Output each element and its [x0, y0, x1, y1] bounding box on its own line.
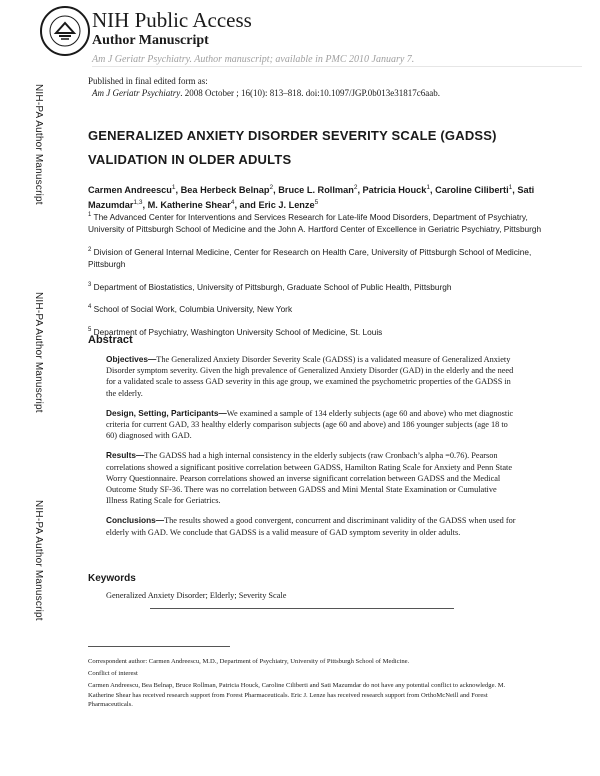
- keywords-text: Generalized Anxiety Disorder; Elderly; Severity Scale: [106, 591, 287, 600]
- affiliation-number: 3: [88, 281, 92, 288]
- author-affiliation-mark: 1: [508, 184, 513, 191]
- citation-details: . 2008 October ; 16(10): 813–818. doi:10.1097/JGP.0b013e31817c6aab.: [180, 88, 440, 98]
- author-affiliation-mark: 2: [353, 184, 358, 191]
- affiliation-number: 4: [88, 304, 92, 311]
- author-affiliation-mark: 1: [171, 184, 176, 191]
- published-label: Published in final edited form as:: [88, 76, 208, 86]
- affiliation-text: The Advanced Center for Interventions and Services Research for Late-life Mood Disorders, Department of Psychiatry, University of Pittsburgh School of Medicine and the John A. Hartford Center of Excellence in Geriatric Psychiatry, Pittsburgh: [88, 211, 542, 234]
- author-separator: ,: [142, 199, 148, 210]
- author-separator: ,: [512, 185, 518, 196]
- author-name: Patricia Houck: [362, 185, 427, 196]
- sidebar-label-bottom: NIH-PA Author Manuscript: [33, 500, 44, 621]
- footnote-item: Correspondent author: Carmen Andreescu, M.D., Department of Psychiatry, University of Pittsburgh School of Medicine.: [88, 658, 410, 665]
- sidebar-label-middle: NIH-PA Author Manuscript: [33, 292, 44, 413]
- affiliation-text: School of Social Work, Columbia University, New York: [93, 304, 293, 315]
- author-name: Eric J. Lenze: [258, 199, 315, 210]
- affiliation-number: 2: [88, 246, 92, 253]
- sidebar-label-top: NIH-PA Author Manuscript: [33, 84, 44, 205]
- title-line-2: VALIDATION IN OLDER ADULTS: [88, 152, 292, 167]
- abstract-section-text: The Generalized Anxiety Disorder Severity Scale (GADSS) is a validated measure of Generalized Anxiety Disorder symptom severity. Given the high prevalence of Generalized Anxiety Disorder (GAD) in the elderly and the need for a validated scale to assess GAD severity in this age group, we examined the psychometric properties of the GADSS in the elderly.: [106, 355, 514, 398]
- journal-name: Am J Geriatr Psychiatry: [92, 88, 181, 98]
- abstract-section-label: Results—: [106, 450, 145, 461]
- citation: [88, 87, 568, 99]
- author-affiliation-mark: 4: [230, 198, 235, 206]
- abstract-section-label: Objectives—: [106, 354, 157, 364]
- author-separator: ,: [430, 185, 436, 196]
- eagle-icon: [42, 8, 88, 54]
- author-list: [88, 182, 548, 211]
- title-line-1: GENERALIZED ANXIETY DISORDER SEVERITY SCALE (GADSS): [88, 128, 497, 143]
- abstract-section-label: Design, Setting, Participants—: [106, 407, 227, 418]
- abstract-section: [106, 450, 520, 506]
- availability-note: Am J Geriatr Psychiatry. Author manuscript; available in PMC 2010 January 7.: [92, 54, 415, 65]
- abstract-section-text: The results showed a good convergent, concurrent and discriminant validity of the GADSS when used for elderly with GAD. We conclude that GADSS is a valid measure of GAD symptom severity in older adults.: [106, 516, 516, 537]
- affiliation-number: 1: [88, 212, 92, 218]
- author-name: M. Katherine Shear: [147, 199, 231, 210]
- affiliation-text: Division of General Internal Medicine, Center for Research on Health Care, University of Pittsburgh School of Medicine, Pittsburgh: [88, 246, 532, 269]
- footnote-item: Carmen Andreescu, Bea Belnap, Bruce Rollman, Patricia Houck, Caroline Ciliberti and Sati Mazumdar do not have any potential conflict to acknowledge. M. Katherine Shear has received research support from Forest Pharmaceuticals. Eric J. Lenze has received research support from OrthoMcNeill and Forest Pharmaceuticals.: [88, 682, 506, 708]
- author-name: Sati Mazumdar: [88, 185, 535, 210]
- author-affiliation-mark: 5: [314, 198, 319, 206]
- abstract-section-text: The GADSS had a high internal consistency in the elderly subjects (raw Cronbach’s alpha =0.76). Pearson correlations showed a significant positive correlation between GADSS, Hamilton Rating Scale for Anxiety and Penn State Worry Questionnaire. Pearson correlations showed an inverse significant correlation between GADSS and the Medical Outcome Study SF-36. There was no correlation between GADSS and Mini Mental State Examination or Cumulative Illness Rating Scale for Geriatrics.: [106, 451, 512, 506]
- publication-info: [88, 75, 568, 99]
- header-divider: [92, 66, 582, 67]
- footnote-divider: [88, 646, 230, 647]
- abstract-section: [106, 515, 520, 537]
- affiliation-text: Department of Biostatistics, University of Pittsburgh, Graduate School of Public Health, Pittsburgh: [93, 281, 452, 292]
- affiliation-item: [88, 244, 558, 270]
- author-manuscript-label: Author Manuscript: [92, 33, 209, 48]
- nih-public-access-title: NIH Public Access: [92, 8, 252, 32]
- article-title: [88, 124, 558, 172]
- abstract-section-label: Conclusions—: [106, 515, 165, 526]
- author-affiliation-mark: 1: [426, 184, 430, 191]
- author-separator: ,: [273, 185, 279, 196]
- affiliation-item: [88, 209, 558, 235]
- affiliations: [88, 209, 558, 347]
- footnotes: [88, 657, 528, 712]
- abstract-section: [106, 408, 520, 442]
- nih-seal-logo: [40, 6, 90, 56]
- affiliation-item: [88, 301, 558, 315]
- author-name: Carmen Andreescu: [88, 185, 172, 196]
- author-separator: ,: [357, 185, 363, 196]
- author-name: Caroline Ciliberti: [435, 185, 509, 196]
- abstract-body: [106, 354, 520, 547]
- keywords-heading: Keywords: [88, 573, 136, 584]
- footnote-item: Conflict of interest: [88, 670, 138, 678]
- author-affiliation-mark: 1,3: [133, 198, 143, 206]
- affiliation-item: [88, 324, 558, 338]
- author-name: Bruce L. Rollman: [278, 185, 354, 196]
- nih-header: [40, 6, 580, 72]
- author-affiliation-mark: 2: [269, 184, 274, 191]
- author-separator: , and: [234, 199, 259, 210]
- author-separator: ,: [175, 185, 181, 196]
- affiliation-item: [88, 279, 558, 293]
- affiliation-number: 5: [88, 327, 92, 334]
- abstract-section-text: We examined a sample of 134 elderly subjects (age 60 and above) who met diagnostic criteria for current GAD, 33 healthy elderly comparison subjects (age 60 and above) and 186 younger subjects (age 18 to 60) diagnosed with GAD.: [106, 408, 514, 441]
- author-name: Bea Herbeck Belnap: [180, 185, 270, 196]
- affiliation-text: Department of Psychiatry, Washington University School of Medicine, St. Louis: [93, 326, 383, 337]
- abstract-section: [106, 354, 520, 399]
- abstract-heading: Abstract: [88, 334, 133, 346]
- keywords-divider: [150, 608, 454, 609]
